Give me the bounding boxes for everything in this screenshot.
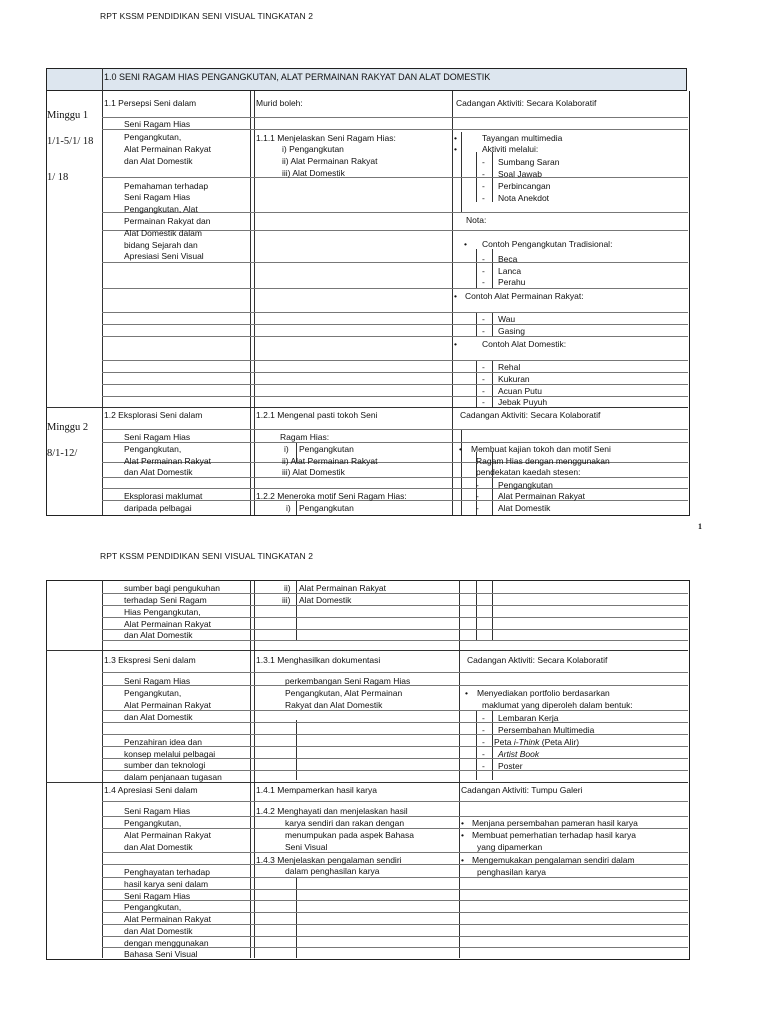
dash-icon: -: [482, 386, 485, 396]
row-line: [102, 816, 688, 817]
topic-title: 1.0 SENI RAGAM HIAS PENGANGKUTAN, ALAT PERMAINAN RAKYAT DAN ALAT DOMESTIK: [104, 72, 491, 82]
sp-item: iii) Alat Domestik: [282, 168, 345, 178]
standard-line: Alat Permainan Rakyat: [124, 619, 211, 629]
example-item: Gasing: [498, 326, 525, 336]
dash-icon: -: [482, 169, 485, 179]
bullet-icon: •: [454, 133, 457, 143]
dash-icon: -: [482, 362, 485, 372]
sp-item: Pengangkutan: [299, 503, 354, 513]
bullet-icon: •: [461, 830, 464, 840]
note-label: Nota:: [466, 215, 487, 225]
col-divider: [296, 500, 297, 515]
sp-line: perkembangan Seni Ragam Hias: [285, 676, 411, 686]
row-line: [102, 924, 688, 925]
standard-line: dan Alat Domestik: [124, 156, 193, 166]
row-line: [102, 852, 688, 853]
bullet-icon: •: [454, 291, 457, 301]
col-divider: [254, 580, 255, 958]
activity-subitem: Alat Domestik: [498, 503, 551, 513]
standard-line: Seni Ragam Hias: [124, 806, 191, 816]
dash-icon: -: [482, 254, 485, 264]
row-line: [102, 593, 688, 594]
row-line: [102, 640, 688, 641]
col-divider: [250, 91, 251, 515]
dash-icon: -: [482, 374, 485, 384]
sp-item: iii) Alat Domestik: [282, 467, 345, 477]
row-line: [102, 828, 688, 829]
standard-line: dan Alat Domestik: [124, 842, 193, 852]
sp-item-num: iii): [282, 595, 291, 605]
sp-line: dalam penghasilan karya: [285, 866, 380, 876]
sp-line: Rakyat dan Alat Domestik: [285, 700, 383, 710]
col-divider: [254, 91, 255, 515]
row-line: [102, 429, 688, 430]
example-item: Lanca: [498, 266, 522, 276]
standard-title: 1.1 Persepsi Seni dalam: [104, 98, 197, 108]
row-line: [102, 336, 688, 337]
standard-line: Alat Permainan Rakyat: [124, 914, 211, 924]
standard-line: Penghayatan terhadap: [124, 867, 211, 877]
activity-heading: Cadangan Aktiviti: Tumpu Galeri: [461, 785, 583, 795]
row-line: [102, 877, 688, 878]
standard-line: dan Alat Domestik: [124, 712, 193, 722]
standard-line: Pengangkutan,: [124, 818, 182, 828]
standard-line: Apresiasi Seni Visual: [124, 251, 204, 261]
example-item: Rehal: [498, 362, 521, 372]
sp-item-num: ii): [284, 583, 291, 593]
peta-italic: i-Think: [513, 737, 540, 747]
section-divider: [46, 407, 688, 408]
row-line: [102, 442, 688, 443]
activity-heading: Cadangan Aktiviti: Secara Kolaboratif: [460, 410, 601, 420]
col-divider: [102, 68, 103, 515]
page-header: RPT KSSM PENDIDIKAN SENI VISUAL TINGKATAN 2: [100, 551, 314, 561]
row-line: [102, 117, 688, 118]
activity-line: Menyediakan portfolio berdasarkan: [477, 688, 610, 698]
row-line: [102, 722, 688, 723]
activity-line: Membuat pemerhatian terhadap hasil karya: [472, 830, 636, 840]
example-item: Acuan Putu: [498, 386, 542, 396]
row-line: [102, 488, 688, 489]
col-divider: [461, 132, 462, 212]
activity-subitem: Soal Jawab: [498, 169, 542, 179]
col-divider: [476, 249, 477, 289]
activity-line: pendekatan kaedah stesen:: [476, 467, 581, 477]
standard-line: Seni Ragam Hias: [124, 432, 191, 442]
bullet-icon: •: [461, 855, 464, 865]
murid-label: Murid boleh:: [256, 98, 303, 108]
standard-line: bidang Sejarah dan: [124, 240, 198, 250]
standard-line: Alat Permainan Rakyat: [124, 700, 211, 710]
col-divider: [459, 580, 460, 958]
activity-subitem: Nota Anekdot: [498, 193, 550, 203]
dash-icon: -: [482, 725, 485, 735]
bullet-icon: •: [454, 144, 457, 154]
row-line: [102, 372, 688, 373]
section-divider: [46, 782, 688, 783]
row-line: [102, 384, 688, 385]
dash-icon: -: [482, 157, 485, 167]
row-line: [102, 288, 688, 289]
activity-subitem: [494, 737, 579, 747]
week-label: Minggu 1: [47, 110, 89, 121]
sp-line: Pengangkutan, Alat Permainan: [285, 688, 403, 698]
standard-line: dan Alat Domestik: [124, 630, 193, 640]
row-line: [102, 912, 688, 913]
row-line: [102, 617, 688, 618]
week-label: Minggu 2: [47, 422, 89, 433]
sp-item: ii) Alat Permainan Rakyat: [282, 156, 378, 166]
standard-title: 1.3 Ekspresi Seni dalam: [104, 655, 196, 665]
row-line: [102, 801, 688, 802]
dash-icon: -: [476, 491, 479, 501]
standard-line: Pengangkutan,: [124, 688, 182, 698]
bullet-icon: •: [454, 339, 457, 349]
standard-line: Pengangkutan, Alat: [124, 204, 198, 214]
example-title: Contoh Pengangkutan Tradisional:: [482, 239, 613, 249]
sp-line: Ragam Hias:: [280, 432, 330, 442]
dash-icon: -: [482, 749, 485, 759]
standard-line: Hias Pengangkutan,: [124, 607, 201, 617]
page-number: 1: [698, 522, 702, 531]
standard-line: Alat Permainan Rakyat: [124, 144, 211, 154]
example-title: Contoh Alat Domestik:: [482, 339, 567, 349]
sp-line: karya sendiri dan rakan dengan: [285, 818, 405, 828]
activity-subitem: Sumbang Saran: [498, 157, 560, 167]
example-item: Wau: [498, 314, 516, 324]
dash-icon: -: [476, 480, 479, 490]
col-divider: [492, 249, 493, 289]
row-line: [102, 312, 688, 313]
col-divider: [452, 91, 453, 515]
dash-icon: -: [476, 503, 479, 513]
activity-subitem: Persembahan Multimedia: [498, 725, 595, 735]
page-header: RPT KSSM PENDIDIKAN SENI VISUAL TINGKATAN 2: [100, 11, 314, 21]
dash-icon: -: [482, 266, 485, 276]
standard-line: Seni Ragam Hias: [124, 676, 191, 686]
dash-icon: -: [482, 737, 485, 747]
sp-title: 1.4.3 Menjelaskan pengalaman sendiri: [256, 855, 402, 865]
sp-title: 1.2.1 Mengenal pasti tokoh Seni: [256, 410, 378, 420]
row-line: [102, 129, 688, 130]
dash-icon: -: [482, 761, 485, 771]
dash-icon: -: [482, 326, 485, 336]
bullet-icon: •: [459, 444, 462, 454]
row-line: [102, 360, 688, 361]
row-line: [102, 770, 688, 771]
sp-line: Seni Visual: [285, 842, 328, 852]
sp-title: 1.1.1 Menjelaskan Seni Ragam Hias:: [256, 133, 396, 143]
standard-line: Alat Permainan Rakyat: [124, 456, 211, 466]
dash-icon: -: [482, 277, 485, 287]
activity-subitem: Alat Permainan Rakyat: [498, 491, 585, 501]
sp-title: 1.3.1 Menghasilkan dokumentasi: [256, 655, 381, 665]
activity-line: Menjana persembahan pameran hasil karya: [472, 818, 638, 828]
standard-line: sumber dan teknologi: [124, 760, 206, 770]
standard-line: Seni Ragam Hias: [124, 891, 191, 901]
activity-subitem: Pengangkutan: [498, 480, 553, 490]
activity-line: Mengemukakan pengalaman sendiri dalam: [472, 855, 635, 865]
activity-item: Aktiviti melalui:: [482, 144, 539, 154]
week-date: 1/ 18: [47, 172, 69, 183]
standard-title: 1.2 Eksplorasi Seni dalam: [104, 410, 203, 420]
standard-line: Alat Domestik dalam: [124, 228, 202, 238]
col-divider: [476, 580, 477, 640]
row-line: [102, 396, 688, 397]
row-line: [102, 936, 688, 937]
activity-heading: Cadangan Aktiviti: Secara Kolaboratif: [467, 655, 608, 665]
standard-line: dan Alat Domestik: [124, 926, 193, 936]
dash-icon: -: [482, 397, 485, 407]
activity-line: maklumat yang diperoleh dalam bentuk:: [482, 700, 633, 710]
row-line: [102, 605, 688, 606]
col-divider: [296, 580, 297, 640]
col-divider: [102, 580, 103, 958]
standard-line: dan Alat Domestik: [124, 467, 193, 477]
standard-line: Bahasa Seni Visual: [124, 949, 198, 959]
section-divider: [46, 650, 688, 651]
sp-title: 1.4.2 Menghayati dan menjelaskan hasil: [256, 806, 408, 816]
row-line: [102, 477, 688, 478]
dash-icon: -: [482, 713, 485, 723]
sp-item: i) Pengangkutan: [282, 144, 344, 154]
row-line: [102, 262, 688, 263]
peta-suffix: (Peta Alir): [539, 737, 580, 747]
standard-line: Pengangkutan,: [124, 902, 182, 912]
col-divider: [492, 580, 493, 640]
bullet-icon: •: [464, 239, 467, 249]
standard-line: Seni Ragam Hias: [124, 192, 191, 202]
standard-line: konsep melalui pelbagai: [124, 749, 216, 759]
standard-line: dengan menggunakan: [124, 938, 209, 948]
row-line: [102, 324, 688, 325]
row-line: [102, 734, 688, 735]
row-line: [102, 672, 688, 673]
standard-line: Pemahaman terhadap: [124, 181, 209, 191]
example-title: Contoh Alat Permainan Rakyat:: [465, 291, 584, 301]
sp-item: Alat Domestik: [299, 595, 352, 605]
row-line: [102, 710, 688, 711]
col-divider: [296, 720, 297, 780]
standard-line: Alat Permainan Rakyat: [124, 830, 211, 840]
example-item: Perahu: [498, 277, 526, 287]
activity-heading: Cadangan Aktiviti: Secara Kolaboratif: [456, 98, 597, 108]
standard-line: Permainan Rakyat dan: [124, 216, 211, 226]
sp-title: 1.4.1 Mempamerkan hasil karya: [256, 785, 377, 795]
dash-icon: -: [482, 181, 485, 191]
sp-item: ii) Alat Permainan Rakyat: [282, 456, 378, 466]
standard-line: Eksplorasi maklumat: [124, 491, 203, 501]
example-item: Kukuran: [498, 374, 530, 384]
standard-line: Pengangkutan,: [124, 132, 182, 142]
standard-line: Seni Ragam Hias: [124, 119, 191, 129]
sp-item: Alat Permainan Rakyat: [299, 583, 386, 593]
standard-line: Pengangkutan,: [124, 444, 182, 454]
sp-item-num: i): [284, 444, 289, 454]
sp-title: 1.2.2 Meneroka motif Seni Ragam Hias:: [256, 491, 407, 501]
activity-subitem: Poster: [498, 761, 523, 771]
week-date: 8/1-12/: [47, 448, 78, 459]
sp-item-num: i): [286, 503, 291, 513]
row-line: [102, 889, 688, 890]
bullet-icon: •: [465, 688, 468, 698]
standard-line: dalam penjanaan tugasan: [124, 772, 222, 782]
standard-title: 1.4 Apresiasi Seni dalam: [104, 785, 198, 795]
activity-line: Ragam Hias dengan menggunakan: [476, 456, 610, 466]
example-item: Jebak Puyuh: [498, 397, 548, 407]
col-divider: [250, 580, 251, 958]
activity-line: Membuat kajian tokoh dan motif Seni: [471, 444, 611, 454]
standard-line: terhadap Seni Ragam: [124, 595, 207, 605]
activity-line: penghasilan karya: [477, 867, 546, 877]
activity-line: yang dipamerkan: [477, 842, 543, 852]
standard-line: daripada pelbagai: [124, 503, 192, 513]
activity-subitem: Lembaran Kerja: [498, 713, 559, 723]
activity-item: Tayangan multimedia: [482, 133, 563, 143]
row-line: [102, 177, 688, 178]
activity-subitem: Perbincangan: [498, 181, 551, 191]
sp-line: menumpukan pada aspek Bahasa: [285, 830, 415, 840]
week-date: 1/1-5/1/ 18: [47, 136, 94, 147]
standard-line: hasil karya seni dalam: [124, 879, 209, 889]
example-item: Beca: [498, 254, 518, 264]
peta-prefix: Peta: [494, 737, 514, 747]
standard-line: sumber bagi pengukuhan: [124, 583, 220, 593]
dash-icon: -: [482, 314, 485, 324]
sp-item: Pengangkutan: [299, 444, 354, 454]
bullet-icon: •: [461, 818, 464, 828]
dash-icon: -: [482, 193, 485, 203]
activity-subitem: Artist Book: [498, 749, 540, 759]
standard-line: Penzahiran idea dan: [124, 737, 202, 747]
